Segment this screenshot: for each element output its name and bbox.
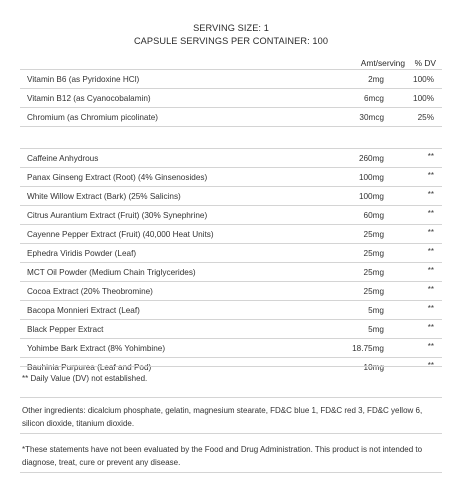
ingredient-dv: ** xyxy=(427,304,434,313)
ingredient-dv: ** xyxy=(427,342,434,351)
ingredient-amount: 5mg xyxy=(368,306,384,315)
ingredient-name: Yohimbe Bark Extract (8% Yohimbine) xyxy=(27,344,166,353)
servings-per-container: CAPSULE SERVINGS PER CONTAINER: 100 xyxy=(133,36,329,46)
ingredient-name: White Willow Extract (Bark) (25% Salicins) xyxy=(27,192,181,201)
ingredient-name: Vitamin B12 (as Cyanocobalamin) xyxy=(27,94,151,103)
table-row xyxy=(20,224,442,244)
table-row xyxy=(20,167,442,187)
table-row xyxy=(20,281,442,301)
ingredient-dv: ** xyxy=(427,171,434,180)
ingredient-amount: 6mcg xyxy=(363,94,384,103)
ingredient-dv: ** xyxy=(427,190,434,199)
ingredient-name: Ephedra Viridis Powder (Leaf) xyxy=(27,249,137,258)
table-row xyxy=(20,243,442,263)
table-row xyxy=(20,262,442,282)
divider xyxy=(20,433,442,434)
ingredient-name: Panax Ginseng Extract (Root) (4% Ginsenosides) xyxy=(27,173,208,182)
divider xyxy=(20,472,442,473)
divider xyxy=(20,397,442,398)
ingredient-dv: ** xyxy=(427,361,434,370)
ingredient-amount: 60mg xyxy=(363,211,384,220)
ingredient-amount: 100mg xyxy=(358,173,384,182)
table-row xyxy=(20,205,442,225)
ingredient-dv: 25% xyxy=(417,113,434,122)
ingredient-dv: ** xyxy=(427,266,434,275)
table-row xyxy=(20,319,442,339)
ingredient-amount: 260mg xyxy=(358,154,384,163)
ingredient-amount: 25mg xyxy=(363,249,384,258)
column-header-amount: Amt/serving xyxy=(360,58,405,68)
serving-size: SERVING SIZE: 1 xyxy=(193,23,269,33)
divider xyxy=(20,366,442,367)
ingredient-amount: 25mg xyxy=(363,287,384,296)
table-row xyxy=(20,107,442,127)
ingredient-name: Citrus Aurantium Extract (Fruit) (30% Synephrine) xyxy=(27,211,208,220)
ingredient-name: Cayenne Pepper Extract (Fruit) (40,000 Heat Units) xyxy=(27,230,214,239)
dv-footnote: ** Daily Value (DV) not established. xyxy=(22,374,148,383)
ingredient-name: Bacopa Monnieri Extract (Leaf) xyxy=(27,306,140,315)
ingredient-name: Cocoa Extract (20% Theobromine) xyxy=(27,287,153,296)
ingredient-amount: 25mg xyxy=(363,268,384,277)
ingredient-amount: 25mg xyxy=(363,230,384,239)
ingredient-amount: 18.75mg xyxy=(352,344,384,353)
ingredient-dv: 100% xyxy=(413,75,434,84)
ingredient-name: Bauhinia Purpurea (Leaf and Pod) xyxy=(27,363,152,372)
ingredient-amount: 30mcg xyxy=(359,113,384,122)
ingredient-name: MCT Oil Powder (Medium Chain Triglycerides) xyxy=(27,268,196,277)
ingredient-amount: 100mg xyxy=(358,192,384,201)
divider xyxy=(20,126,442,127)
table-row xyxy=(20,88,442,108)
ingredient-name: Chromium (as Chromium picolinate) xyxy=(27,113,159,122)
table-row xyxy=(20,186,442,206)
table-row xyxy=(20,148,442,168)
ingredient-amount: 2mg xyxy=(368,75,384,84)
ingredient-dv: ** xyxy=(427,228,434,237)
ingredient-dv: ** xyxy=(427,323,434,332)
table-row xyxy=(20,69,442,89)
ingredient-amount: 10mg xyxy=(363,363,384,372)
ingredient-dv: ** xyxy=(427,285,434,294)
other-ingredients: Other ingredients: dicalcium phosphate, gelatin, magnesium stearate, FD&C blue 1, FD&C red 3, FD&C yellow 6, silicon dioxide, titanium dioxide. xyxy=(22,406,423,428)
ingredient-dv: ** xyxy=(427,209,434,218)
table-row xyxy=(20,300,442,320)
fda-disclaimer: *These statements have not been evaluated by the Food and Drug Administration. This product is not intended to diagnose, treat, cure or prevent any disease. xyxy=(22,445,423,467)
ingredient-name: Caffeine Anhydrous xyxy=(27,154,99,163)
table-row xyxy=(20,338,442,358)
ingredient-dv: ** xyxy=(427,247,434,256)
ingredient-dv: ** xyxy=(427,152,434,161)
ingredient-amount: 5mg xyxy=(368,325,384,334)
ingredient-dv: 100% xyxy=(413,94,434,103)
ingredient-name: Vitamin B6 (as Pyridoxine HCl) xyxy=(27,75,140,84)
column-header-daily-value: % DV xyxy=(414,58,436,68)
ingredient-name: Black Pepper Extract xyxy=(27,325,104,334)
